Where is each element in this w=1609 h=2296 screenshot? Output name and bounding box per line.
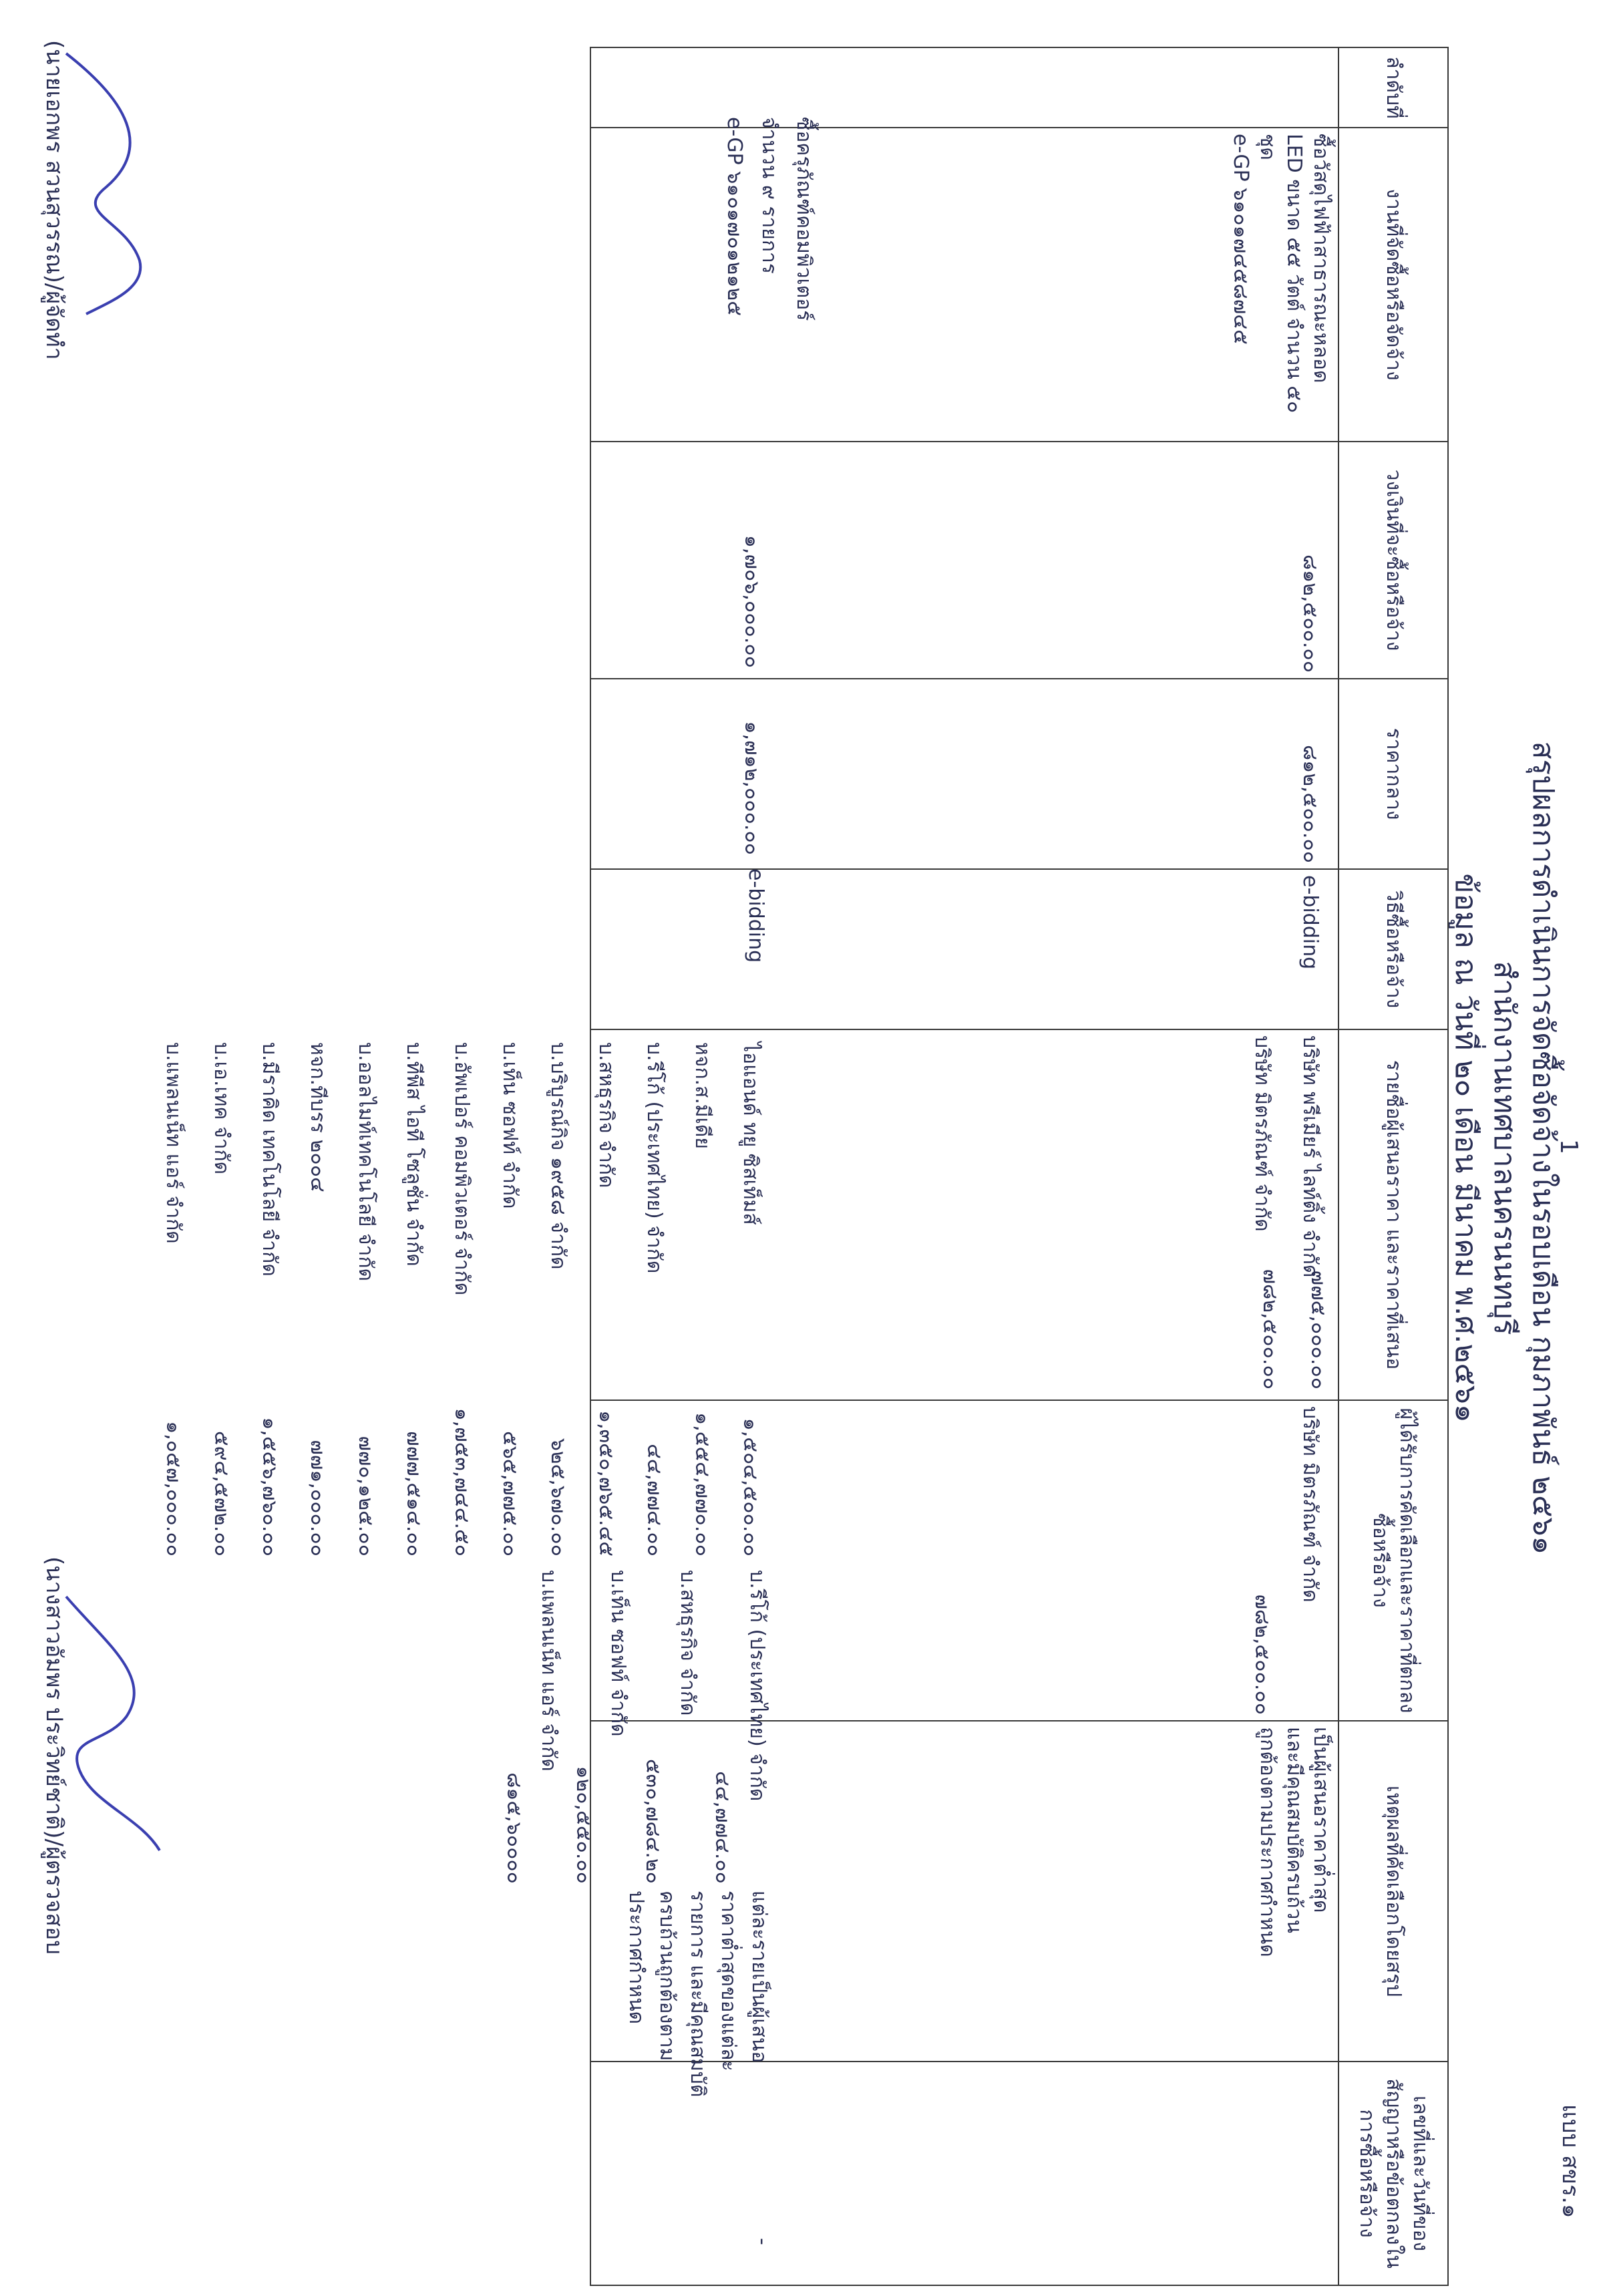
bidder-name: บ.เอ.เทค จำกัด xyxy=(210,1042,233,1175)
header-winner: ผู้ได้รับการคัดเลือกและราคาที่ตกลงซื้อหรือจ้าง xyxy=(1338,1400,1448,1721)
preparer-signature-mark xyxy=(33,47,166,327)
cell-budget: ๘๑๒,๕๐๐.๐๐ xyxy=(590,442,1338,679)
bidder-name: บ.มีราคิด เทคโนโลยี จำกัด xyxy=(258,1042,281,1277)
item-line: ซื้อวัสดุไฟฟ้าสาธารณะหลอด xyxy=(1309,134,1332,383)
row2-method: e-bidding xyxy=(744,868,767,963)
item-line: จำนวน ๙ รายการ xyxy=(757,117,781,274)
row2-item xyxy=(717,117,821,424)
bid-price: ๑,๗๕๓,๗๔๔.๕๐ xyxy=(450,1408,474,1556)
bid-price: ๕๙๔,๕๗๒.๐๐ xyxy=(210,1430,233,1556)
row2-winner: บ.รีโก้ (ประเทศไทย) จำกัด ๔๔,๗๗๔.๐๐ บ.สหธุรกิจ จำกัด ๕๓๐,๗๘๔.๒๐ บ.เท็น ซอฟท์ จำกัด ๑๒๐,๕๕๐.๐๐ บ.แพลนเน็ท แอร์ จำกัด ๘๑๕,๖๐๐๐๐ xyxy=(502,1570,769,1884)
page-number: 1 xyxy=(1555,1139,1582,1154)
cell-item xyxy=(590,128,1338,442)
header-contract: เลขที่และวันที่ของสัญญาหรือข้อตกลงในการซื้อหรือจ้าง xyxy=(1338,2062,1448,2285)
item-line: e-GP ๖๑๐๑๗๐๑๒๑๒๕ xyxy=(723,117,746,316)
bidder-name: บ.ออลไมท์เทคโนโลยี จำกัด xyxy=(354,1042,377,1282)
bid-price: ๗๗๗,๕๑๔.๐๐ xyxy=(402,1431,425,1556)
table-header-row xyxy=(1338,47,1448,2285)
bid-price: ๑,๕๕๖,๗๖๐.๐๐ xyxy=(258,1417,281,1556)
bid-price: ๑,๐๕๗,๐๐๐.๐๐ xyxy=(162,1421,185,1556)
bid-price: ๗๗๑,๐๐๐.๐๐ xyxy=(306,1440,329,1556)
cell-no xyxy=(590,47,1338,128)
bidder-name: หจก.ทีบรร ๒๐๐๔ xyxy=(306,1042,329,1192)
bidder-name: หจก.ส.มีเดีย xyxy=(691,1042,714,1149)
cell-reason: เป็นผู้เสนอราคาต่ำสุด และมีคุณสมบัติครบถ้วน ถูกต้องตามประกาศกำหนด xyxy=(590,1721,1338,2062)
item-line: ซื้อครุภัณฑ์คอมพิวเตอร์ xyxy=(792,117,816,321)
bidder-name: บ.ทีพีส ไอที โซลูชั่น จำกัด xyxy=(402,1042,425,1267)
cell-median: ๘๑๒,๕๐๐.๐๐ xyxy=(590,679,1338,869)
header-method: วิธีซื้อหรือจ้าง xyxy=(1338,869,1448,1029)
bidder-name: บ.บริบูรณ์กิจ ๑๙๕๘ จำกัด xyxy=(546,1042,570,1270)
item-line: LED ขนาด ๕๕ วัตต์ จำนวน ๕๐ ชุด xyxy=(1256,134,1306,414)
form-id: แบบ สขร.๑ xyxy=(1557,2104,1584,2219)
checker-signature-label: (นางสาวอัมพร ประวิทย์ชาติ)/ผู้ตรวจสอบ xyxy=(41,1556,67,1955)
bidder-name: บริษัท มิตรภัณฑ์ จำกัด xyxy=(1250,1035,1274,1232)
row2-reason: แต่ละรายเป็นผู้เสนอ ราคาต่ำสุดของแต่ละ รายการ และมีคุณสมบัติ ครบถ้วนถูกต้องตาม ประกาศกำหนด xyxy=(624,1891,771,2098)
document-date-line: ข้อมูล ณ วันที่ ๒๐ เดือน มีนาคม พ.ศ.๒๕๖๑ xyxy=(1449,873,1483,1423)
cell-winner: บริษัท มิตรภัณฑ์ จำกัด ๗๘๒,๕๐๐.๐๐ xyxy=(590,1400,1338,1721)
row2-bidder-list xyxy=(149,1042,774,1403)
row2-budget: ๑,๗๐๖,๐๐๐.๐๐ xyxy=(740,534,763,668)
checker-signature-mark xyxy=(33,1583,180,1864)
header-median: ราคากลาง xyxy=(1338,679,1448,869)
header-no: ลำดับที่ xyxy=(1338,47,1448,128)
header-reason: เหตุผลที่คัดเลือกโดยสรุป xyxy=(1338,1721,1448,2062)
row1-bid-prices xyxy=(1246,1029,1342,1389)
header-bidders: รายชื่อผู้เสนอราคา และราคาที่เสนอ xyxy=(1338,1029,1448,1400)
bidder-name: บริษัท พรีเมียร์ ไลท์ติ้ง จำกัด xyxy=(1298,1035,1322,1278)
bidder-name: บ.สหธุรกิจ จำกัด xyxy=(594,1042,618,1188)
item-line: e-GP ๖๑๐๑๗๔๕๘๗๔๕ xyxy=(1229,134,1252,345)
row2-contract: - xyxy=(751,2238,774,2245)
header-budget: วงเงินที่จะซื้อหรือจ้าง xyxy=(1338,442,1448,679)
row2-bid-price-list xyxy=(149,1403,774,1556)
bidder-name: บ.เท็น ซอฟท์ จำกัด xyxy=(498,1042,522,1209)
header-item: งานที่จัดซื้อหรือจัดจ้าง xyxy=(1338,128,1448,442)
bidder-name: บ.แพลนเน็ท แอร์ จำกัด xyxy=(162,1042,185,1244)
bid-price: ๔๔,๗๗๔.๐๐ xyxy=(643,1444,666,1556)
bid-price: ๕๖๕,๗๗๕.๐๐ xyxy=(498,1431,522,1556)
cell-method: e-bidding xyxy=(590,869,1338,1029)
bid-price: ๖๒๕,๖๗๐.๐๐ xyxy=(546,1438,570,1556)
bidder-name: บ.รีโก้ (ประเทศไทย) จำกัด xyxy=(643,1042,666,1274)
bid-price: ๑,๕๐๔,๕๐๐.๐๐ xyxy=(739,1418,762,1556)
bidder-name: ไอแอนด์ ทยู ซิสเท็มส์ xyxy=(739,1042,762,1225)
document-subtitle: สำนักงานเทศบาลนครนนทบุรี xyxy=(1487,961,1522,1335)
bid-price: ๑,๓๕๐,๗๖๕.๔๕ xyxy=(594,1410,618,1556)
bidder-name: บ.อัพเปอร์ คอมพิวเตอร์ จำกัด xyxy=(450,1042,474,1296)
bid-price: ๑,๕๕๔,๗๗๐.๐๐ xyxy=(691,1412,714,1556)
bid-price: ๗๗๕,๐๐๐.๐๐ xyxy=(1306,1270,1330,1389)
row2-median: ๑,๗๑๒,๐๐๐.๐๐ xyxy=(740,721,763,855)
document-title: สรุปผลการดำเนินการจัดซื้อจัดจ้างในรอบเดือน กุมภาพันธ์ ๒๕๖๑ xyxy=(1526,741,1560,1555)
bid-price: ๗๘๒,๕๐๐.๐๐ xyxy=(1258,1269,1282,1389)
preparer-signature-label: (นายเอกพร สวนสุวรรณ)/ผู้จัดทำ xyxy=(41,40,67,360)
bid-price: ๗๗๐,๑๒๕.๐๐ xyxy=(354,1436,377,1556)
